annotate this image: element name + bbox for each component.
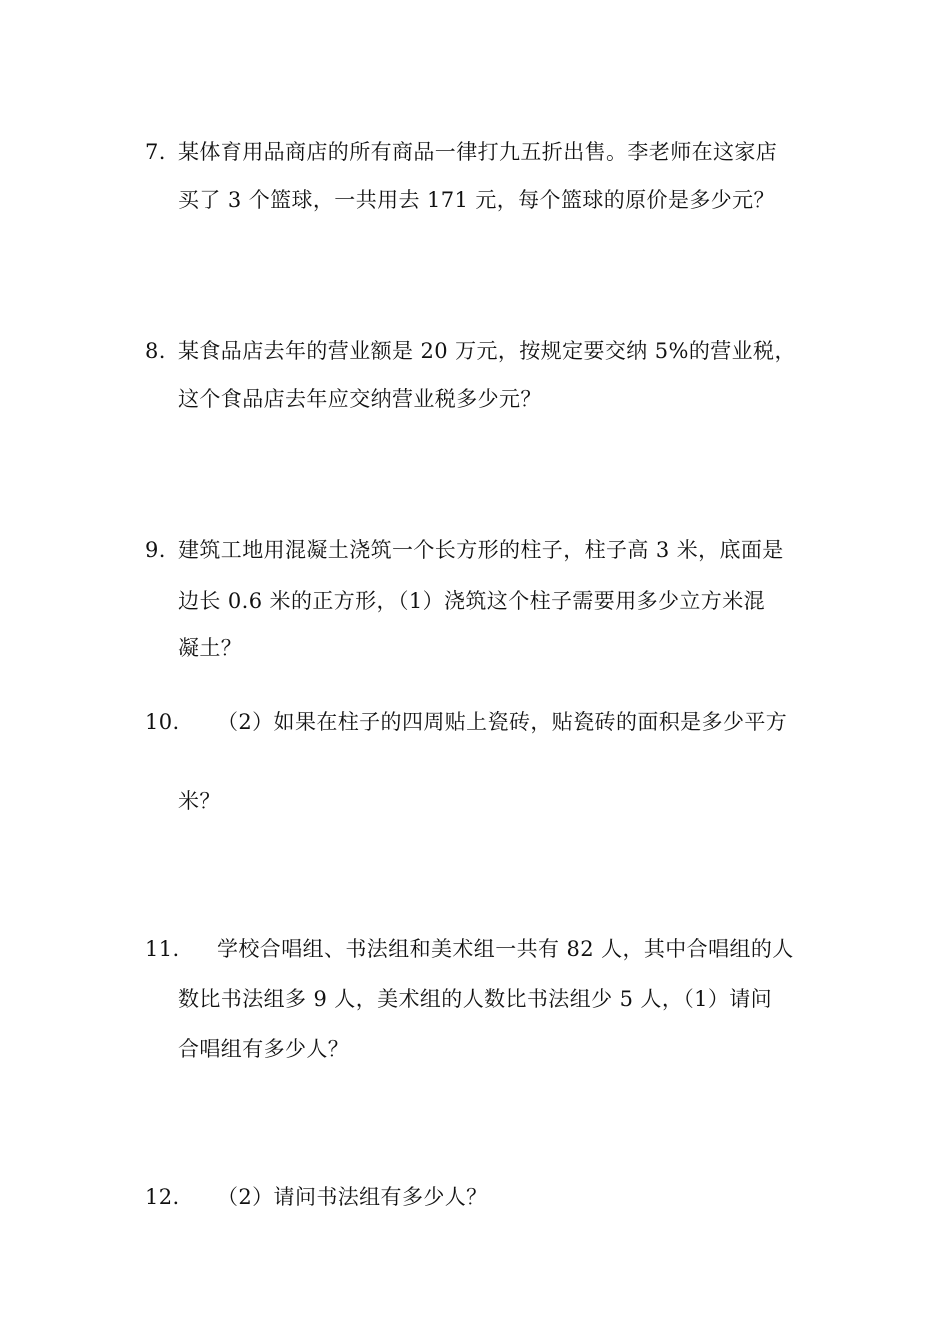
problem-number: 9. bbox=[145, 538, 166, 562]
problem-text-line: 凝土？ bbox=[178, 636, 243, 660]
problem-text-line: 建筑工地用混凝土浇筑一个长方形的柱子，柱子高 3 米，底面是 bbox=[178, 538, 784, 562]
problem-number: 11. bbox=[145, 937, 180, 961]
problem-text-line: 学校合唱组、书法组和美术组一共有 82 人，其中合唱组的人 bbox=[217, 937, 794, 961]
problem-text-line: 某食品店去年的营业额是 20 万元，按规定要交纳 5%的营业税， bbox=[178, 339, 796, 363]
problem-number: 10. bbox=[145, 710, 180, 734]
problem-number: 8. bbox=[145, 339, 166, 363]
problem-text-line: （2）请问书法组有多少人？ bbox=[217, 1185, 488, 1209]
problem-text-line: 数比书法组多 9 人，美术组的人数比书法组少 5 人，（1）请问 bbox=[178, 987, 773, 1011]
problem-number: 12. bbox=[145, 1185, 180, 1209]
problem-text-line: （2）如果在柱子的四周贴上瓷砖，贴瓷砖的面积是多少平方 bbox=[217, 710, 788, 734]
problem-text-line: 边长 0.6 米的正方形，（1）浇筑这个柱子需要用多少立方米混 bbox=[178, 589, 766, 613]
problem-text-line: 合唱组有多少人？ bbox=[178, 1037, 350, 1061]
problem-text-line: 某体育用品商店的所有商品一律打九五折出售。李老师在这家店 bbox=[178, 140, 778, 164]
problem-text-line: 米？ bbox=[178, 789, 221, 813]
problem-text-line: 买了 3 个篮球，一共用去 171 元，每个篮球的原价是多少元？ bbox=[178, 188, 775, 212]
problem-text-line: 这个食品店去年应交纳营业税多少元？ bbox=[178, 387, 542, 411]
problem-number: 7. bbox=[145, 140, 166, 164]
